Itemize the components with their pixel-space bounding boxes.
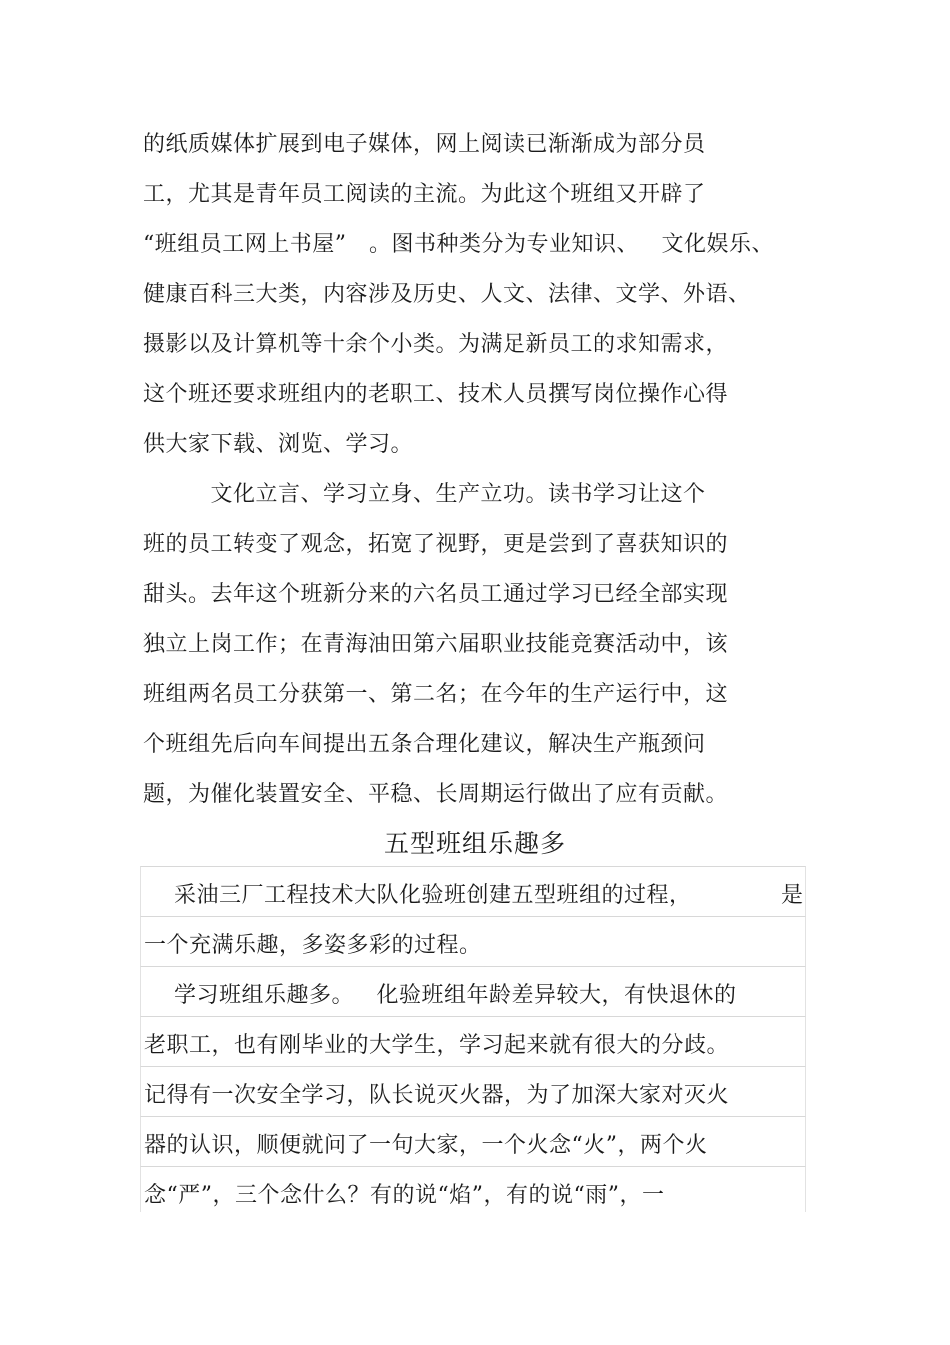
- boxed-line-text: 念“严”，三个念什么？有的说“焰”，有的说“雨”，一: [144, 1183, 665, 1208]
- paragraph-line: 独立上岗工作；在青海油田第六届职业技能竞赛活动中，该: [143, 632, 729, 657]
- paragraph-line: 文化立言、学习立身、生产立功。读书学习让这个: [143, 482, 706, 507]
- boxed-line: [140, 1016, 806, 1066]
- paragraph-line: 摄影以及计算机等十余个小类。为满足新员工的求知需求，: [143, 332, 729, 357]
- section-title: 五型班组乐趣多: [383, 829, 566, 858]
- paragraph-line: 班组两名员工分获第一、第二名；在今年的生产运行中，这: [143, 682, 729, 707]
- boxed-line: [140, 1066, 806, 1116]
- boxed-line: [140, 966, 806, 1016]
- paragraph-line: 的纸质媒体扩展到电子媒体，网上阅读已渐渐成为部分员: [143, 132, 706, 157]
- boxed-line-text: 采油三厂工程技术大队化验班创建五型班组的过程，: [144, 883, 692, 908]
- paragraph-line: 题，为催化装置安全、平稳、长周期运行做出了应有贡献。: [143, 782, 729, 807]
- boxed-line-text: 一个充满乐趣，多姿多彩的过程。: [144, 933, 482, 958]
- boxed-line: [140, 1116, 806, 1166]
- boxed-line: [140, 866, 806, 916]
- boxed-line-text: 老职工，也有刚毕业的大学生，学习起来就有很大的分歧。: [144, 1033, 730, 1058]
- paragraph-line: 供大家下载、浏览、学习。: [143, 432, 414, 457]
- paragraph-line: 个班组先后向车间提出五条合理化建议，解决生产瓶颈问: [143, 732, 706, 757]
- boxed-line: [140, 916, 806, 966]
- boxed-line-right-text: 是: [780, 883, 803, 908]
- paragraph-line: 班的员工转变了观念，拓宽了视野，更是尝到了喜获知识的: [143, 532, 729, 557]
- paragraph-line: “班组员工网上书屋” 。图书种类分为专业知识、 文化娱乐、: [143, 232, 774, 257]
- paragraph-line: 健康百科三大类，内容涉及历史、人文、法律、文学、外语、: [143, 282, 751, 307]
- boxed-line-text: 器的认识，顺便就问了一句大家，一个火念“火”，两个火: [144, 1133, 708, 1158]
- boxed-line-text: 学习班组乐趣多。 化验班组年龄差异较大，有快退休的: [144, 983, 737, 1008]
- paragraph-line: 这个班还要求班组内的老职工、技术人员撰写岗位操作心得: [143, 382, 729, 407]
- boxed-line-text: 记得有一次安全学习，队长说灭火器，为了加深大家对灭火: [144, 1083, 730, 1108]
- boxed-line: [140, 1166, 806, 1212]
- paragraph-line: 工，尤其是青年员工阅读的主流。为此这个班组又开辟了: [143, 182, 706, 207]
- paragraph-line: 甜头。去年这个班新分来的六名员工通过学习已经全部实现: [143, 582, 729, 607]
